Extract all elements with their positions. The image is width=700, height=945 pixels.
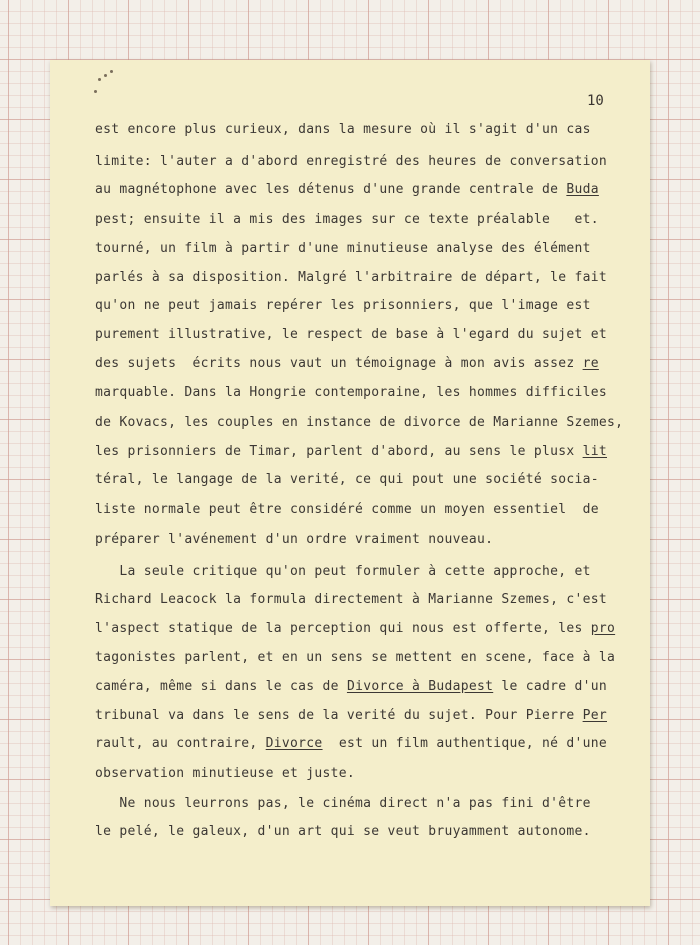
text-line: qu'on ne peut jamais repérer les prisonniers, que l'image est	[95, 298, 591, 313]
text-line: Richard Leacock la formula directement à Marianne Szemes, c'est	[95, 592, 607, 607]
text-line: marquable. Dans la Hongrie contemporaine, les hommes difficiles	[95, 385, 607, 400]
text-line: le pelé, le galeux, d'un art qui se veut bruyamment autonome.	[95, 824, 591, 839]
text-line: La seule critique qu'on peut formuler à cette approche, et	[95, 564, 591, 579]
text-line: les prisonniers de Timar, parlent d'abord, au sens le plusx lit	[95, 444, 607, 459]
text-line: purement illustrative, le respect de base à l'egard du sujet et	[95, 327, 607, 342]
text-line: Ne nous leurrons pas, le cinéma direct n'a pas fini d'être	[95, 796, 591, 811]
text-line: est encore plus curieux, dans la mesure où il s'agit d'un cas	[95, 122, 591, 137]
text-line: parlés à sa disposition. Malgré l'arbitraire de départ, le fait	[95, 270, 607, 285]
text-line: tribunal va dans le sens de la verité du sujet. Pour Pierre Per	[95, 708, 607, 723]
text-line: rault, au contraire, Divorce est un film authentique, né d'une	[95, 736, 607, 751]
text-line: téral, le langage de la verité, ce qui pout une société socia-	[95, 472, 599, 487]
text-line: des sujets écrits nous vaut un témoignage à mon avis assez re	[95, 356, 599, 371]
text-line: de Kovacs, les couples en instance de divorce de Marianne Szemes,	[95, 415, 624, 430]
text-line: pest; ensuite il a mis des images sur ce texte préalable et.	[95, 212, 599, 227]
text-line: liste normale peut être considéré comme un moyen essentiel de	[95, 502, 599, 517]
text-line: observation minutieuse et juste.	[95, 766, 356, 781]
text-line: tourné, un film à partir d'une minutieuse analyse des élément	[95, 241, 591, 256]
text-line: caméra, même si dans le cas de Divorce à Budapest le cadre d'un	[95, 679, 607, 694]
page-number: 10	[587, 93, 604, 109]
text-line: limite: l'auter a d'abord enregistré des heures de conversation	[95, 154, 607, 169]
text-line: tagonistes parlent, et en un sens se mettent en scene, face à la	[95, 650, 616, 665]
text-line: au magnétophone avec les détenus d'une grande centrale de Buda	[95, 182, 599, 197]
text-line: l'aspect statique de la perception qui nous est offerte, les pro	[95, 621, 616, 636]
text-line: préparer l'avénement d'un ordre vraiment nouveau.	[95, 532, 494, 547]
paper-specks	[90, 68, 120, 98]
